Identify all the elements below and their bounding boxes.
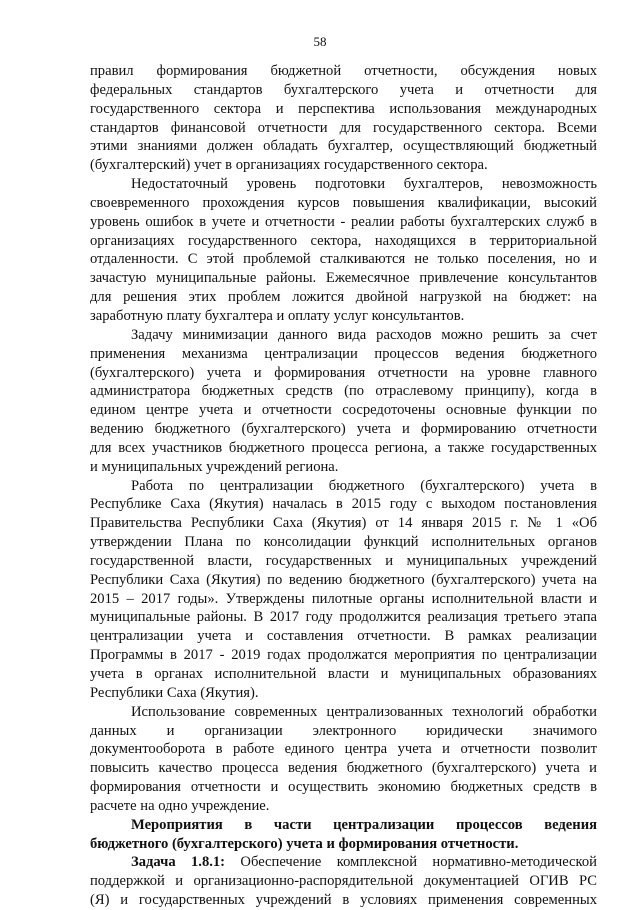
text-line: ведению бюджетного (бухгалтерского) учета и формированию отчетности: [90, 421, 597, 438]
text-line: повысить качество процесса ведения бюджетного (бухгалтерского) учета и: [90, 760, 597, 777]
task-line-2: поддержкой и организационно-распорядительной документацией ОГИВ РС: [90, 873, 597, 890]
text-line: своевременного прохождения курсов повышения квалификации, высокий: [90, 194, 597, 211]
section-heading-line-2: бюджетного (бухгалтерского) учета и формирования отчетности.: [90, 835, 519, 852]
text-line: стандартов финансовой отчетности для государственного сектора. Всеми: [90, 119, 597, 136]
text-line: Республики Саха (Якутия) по ведению бюджетного (бухгалтерского) учета на: [90, 571, 597, 588]
text-line: учета в органах исполнительной власти и муниципальных образованиях: [90, 666, 597, 682]
paragraph-lines: [90, 62, 597, 816]
text-line: данных и организации электронного юридически значимого: [90, 722, 597, 739]
text-line: Республике Саха (Якутия) началась в 2015 году с выходом постановления: [90, 496, 597, 513]
text-line: для всех участников бюджетного процесса региона, а также государственных: [90, 439, 597, 456]
text-line: Республики Саха (Якутия).: [90, 684, 259, 701]
body-text: [90, 62, 597, 910]
task-line-1-text: Обеспечение комплексной нормативно-методической: [225, 854, 597, 871]
text-line: для решения этих проблем ложится двойной нагрузкой на бюджет: на: [90, 289, 597, 306]
text-line: государственной власти, государственных и муниципальных учреждений: [90, 552, 597, 569]
text-line: централизации учета и составления отчетности. В рамках реализации: [90, 628, 597, 645]
text-line: организациях государственного сектора, находящихся в территориальной: [90, 232, 597, 249]
text-line: государственного сектора и перспектива использования международных: [90, 100, 597, 117]
section-heading-line-1: Мероприятия в части централизации процессов ведения: [131, 816, 597, 833]
text-line: муниципальные районы. В 2017 году продолжится реализация третьего этапа: [90, 609, 597, 626]
text-line: утверждении Плана по консолидации функций исполнительных органов: [90, 534, 597, 551]
text-line: отдаленности. С этой проблемой сталкиваются не только поселения, но и: [90, 251, 597, 268]
page-number: 58: [313, 34, 327, 49]
text-line: формирования отчетности и осуществить экономию бюджетных средств в: [90, 779, 597, 796]
text-line: расчете на одно учреждение.: [90, 797, 270, 814]
text-line: документооборота в работе единого центра учета и отчетности позволит: [90, 741, 597, 758]
text-line: Недостаточный уровень подготовки бухгалтеров, невозможность: [131, 176, 597, 193]
text-line: Программы в 2017 - 2019 годах продолжатся мероприятия по централизации: [90, 647, 597, 664]
task-label: Задача 1.8.1:: [131, 854, 226, 871]
text-line: (бухгалтерского) учета и формирования отчетности на уровне главного: [90, 364, 597, 381]
task-line-1: [90, 853, 597, 872]
text-line: применения механизма централизации процессов ведения бюджетного: [90, 345, 597, 362]
text-line: (бухгалтерский) учет в организациях государственного сектора.: [90, 157, 488, 174]
text-line: правил формирования бюджетной отчетности, обсуждения новых: [90, 63, 597, 79]
text-line: федеральных стандартов бухгалтерского учета и отчетности для: [90, 81, 597, 98]
text-line: 2015 – 2017 годы». Утверждены пилотные органы исполнительной власти и: [90, 590, 597, 607]
text-line: и муниципальных учреждений региона.: [90, 458, 339, 475]
text-line: Задачу минимизации данного вида расходов можно решить за счет: [131, 326, 597, 343]
task-line-3: (Я) и государственных учреждений в условиях применения современных: [90, 892, 597, 909]
text-line: заработную плату бухгалтера и оплату услуг консультантов.: [90, 307, 465, 324]
text-line: Работа по централизации бюджетного (бухгалтерского) учета в: [131, 477, 597, 494]
text-line: администратора бюджетных средств (по отраслевому принципу), когда в: [90, 383, 597, 400]
text-line: уровень ошибок в учете и отчетности - реалии работы бухгалтерских служб в: [90, 213, 597, 230]
text-line: этими знаниями должен обладать бухгалтер, осуществляющий бюджетный: [90, 138, 597, 155]
text-line: Правительства Республики Саха (Якутия) от 14 января 2015 г. № 1 «Об: [90, 515, 597, 532]
text-line: едином центре учета и отчетности сосредоточены основные функции по: [90, 402, 597, 419]
text-line: Использование современных централизованных технологий обработки: [131, 703, 597, 720]
text-line: зачастую муниципальные районы. Ежемесячное привлечение консультантов: [90, 270, 597, 287]
